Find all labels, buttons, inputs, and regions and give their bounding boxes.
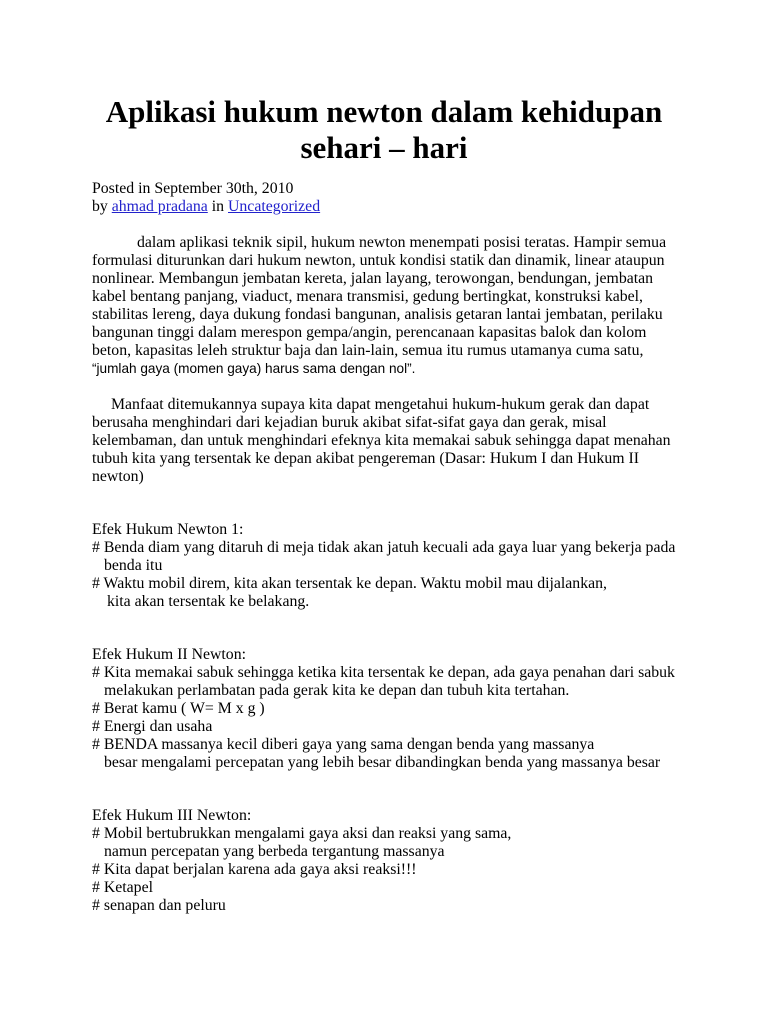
author-link[interactable]: ahmad pradana — [111, 198, 208, 215]
section-heading: Efek Hukum II Newton: — [92, 646, 246, 663]
quote-line: “jumlah gaya (momen gaya) harus sama dengan nol”. — [92, 361, 416, 376]
list-item: # BENDA massanya kecil diberi gaya yang sama dengan benda yang massanya — [92, 736, 595, 753]
paragraph-line: stabilitas lereng, daya dukung fondasi bangunan, analisis getaran lantai jembatan, perilaku — [92, 306, 663, 323]
list-item-continuation: benda itu — [104, 557, 163, 574]
list-item: # senapan dan peluru — [92, 897, 226, 914]
list-item-continuation: kita akan tersentak ke belakang. — [107, 593, 310, 610]
benefit-paragraph — [92, 396, 732, 486]
list-item-continuation: melakukan perlambatan pada gerak kita ke depan dan tubuh kita tertahan. — [104, 682, 570, 699]
category-link[interactable]: Uncategorized — [228, 198, 321, 215]
paragraph-line: kabel bentang panjang, viaduct, menara transmisi, gedung bertingkat, konstruksi kabel, — [92, 288, 643, 305]
paragraph-line: tubuh kita yang tersentak ke depan akibat pengereman (Dasar: Hukum I dan Hukum II — [92, 450, 640, 467]
list-item-continuation: namun percepatan yang berbeda tergantung massanya — [104, 843, 445, 860]
article-body — [92, 180, 732, 915]
section-heading: Efek Hukum III Newton: — [92, 807, 252, 824]
list-item: # Ketapel — [92, 879, 153, 896]
intro-paragraph — [92, 234, 732, 378]
article-title-line: Aplikasi hukum newton dalam kehidupan — [105, 94, 663, 129]
list-item: # Kita memakai sabuk sehingga ketika kita tersentak ke depan, ada gaya penahan dari sabuk — [92, 664, 675, 681]
section-newton-1 — [92, 521, 732, 611]
paragraph-line: nonlinear. Membangun jembatan kereta, jalan layang, terowongan, bendungan, jembatan — [92, 270, 654, 287]
paragraph-line: newton) — [92, 468, 144, 485]
byline — [92, 198, 732, 216]
paragraph-line: dalam aplikasi teknik sipil, hukum newton menempati posisi teratas. Hampir semua — [137, 234, 667, 251]
list-item: # Kita dapat berjalan karena ada gaya aksi reaksi!!! — [92, 861, 417, 878]
list-item: # Mobil bertubrukkan mengalami gaya aksi dan reaksi yang sama, — [92, 825, 512, 842]
list-item: # Energi dan usaha — [92, 718, 213, 735]
article-title — [0, 94, 768, 166]
article-title-line: sehari – hari — [300, 130, 468, 165]
section-newton-3 — [92, 807, 732, 915]
posted-date: Posted in September 30th, 2010 — [92, 180, 294, 197]
list-item: # Waktu mobil direm, kita akan tersentak ke depan. Waktu mobil mau dijalankan, — [92, 575, 607, 592]
list-item: # Benda diam yang ditaruh di meja tidak akan jatuh kecuali ada gaya luar yang bekerja pada — [92, 539, 676, 556]
paragraph-line: berusaha menghindari dari kejadian buruk akibat sifat-sifat gaya dan gerak, misal — [92, 414, 607, 431]
paragraph-line: beton, kapasitas leleh struktur baja dan lain-lain, semua itu rumus utamanya cuma satu, — [92, 342, 644, 359]
list-item-continuation: besar mengalami percepatan yang lebih besar dibandingkan benda yang massanya besar — [104, 754, 661, 771]
post-meta — [92, 180, 732, 216]
section-newton-2 — [92, 646, 732, 772]
by-label: by — [92, 198, 108, 215]
section-heading: Efek Hukum Newton 1: — [92, 521, 244, 538]
paragraph-line: formulasi diturunkan dari hukum newton, untuk kondisi statik dan dinamik, linear ataupun — [92, 252, 665, 269]
paragraph-line: kelembaman, dan untuk menghindari efeknya kita memakai sabuk sehingga dapat menahan — [92, 432, 671, 449]
paragraph-line: Manfaat ditemukannya supaya kita dapat mengetahui hukum-hukum gerak dan dapat — [111, 396, 650, 413]
paragraph-line: bangunan tinggi dalam merespon gempa/angin, perencanaan kapasitas balok dan kolom — [92, 324, 647, 341]
list-item: # Berat kamu ( W= M x g ) — [92, 700, 265, 717]
in-label: in — [211, 198, 225, 215]
